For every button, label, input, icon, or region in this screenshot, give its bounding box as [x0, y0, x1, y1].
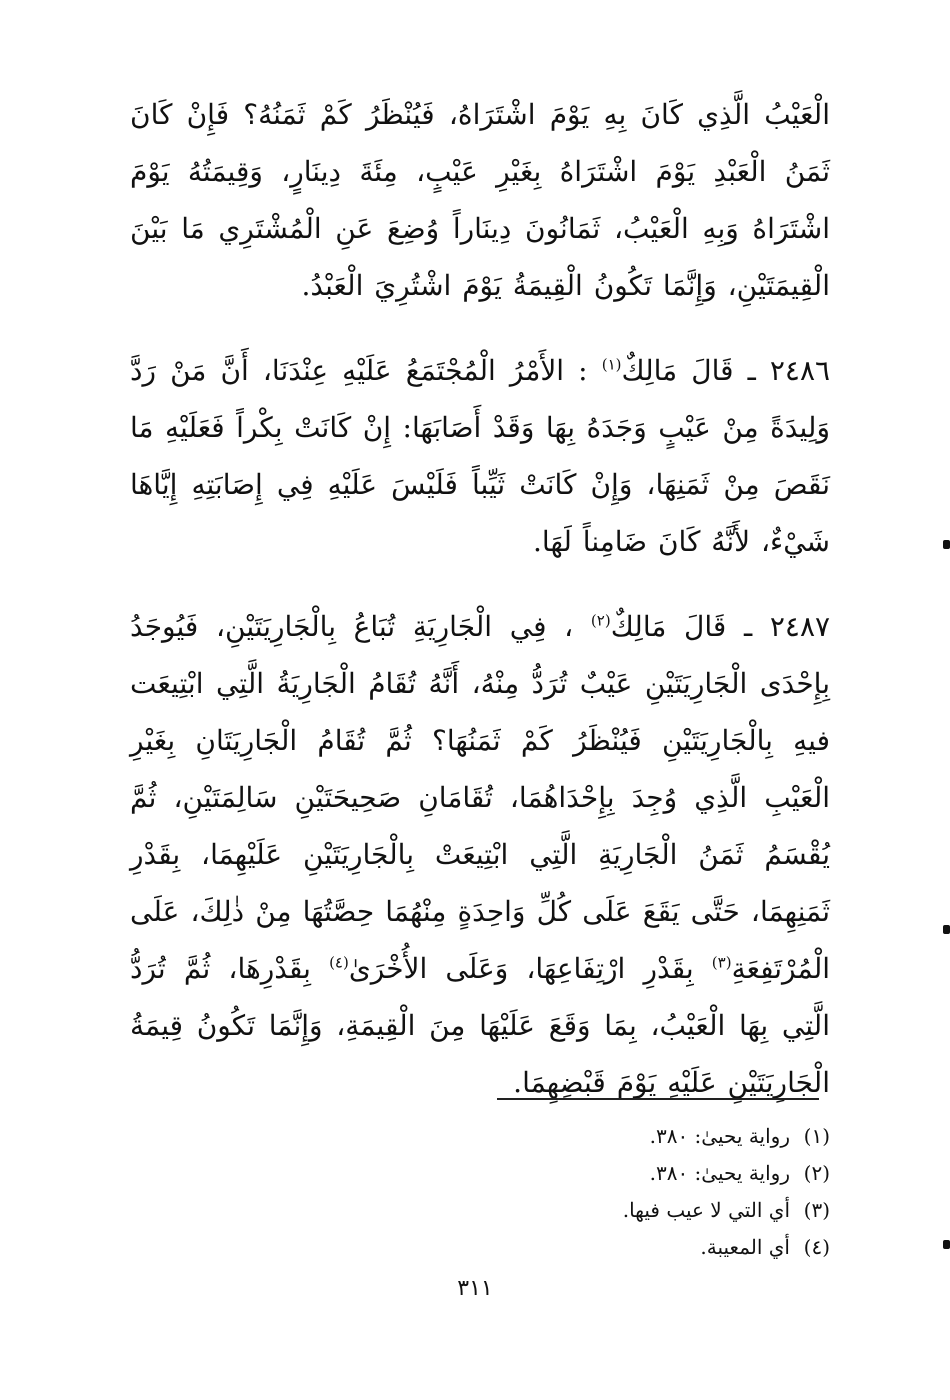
footnote-ref[interactable]: (٣) — [711, 953, 732, 972]
footnote-number: (٢) — [803, 1161, 830, 1185]
footnote-divider — [497, 1098, 819, 1100]
paragraph-text: بِقَدْرِهَا، ثُمَّ تُرَدُّ الَّتِي بِهَا الْعَيْبُ، بِمَا وَقَعَ عَلَيْهَا مِنَ الْقِيمَةِ، وَإِنَّمَا تَكُونُ قِيمَةُ الْجَارِيَتَيْنِ عَلَيْهِ يَوْمَ قَبْضِهِمَا. — [130, 952, 830, 1099]
footnote-ref[interactable]: (٢) — [590, 611, 611, 630]
footnote-text: رواية يحيىٰ: ٣٨٠. — [649, 1124, 790, 1148]
paragraph-text: بِقَدْرِ ارْتِفَاعِهَا، وَعَلَى الأُخْرَىٰ — [348, 952, 694, 985]
paragraph-2487 — [130, 598, 830, 1111]
footnote — [430, 1155, 830, 1192]
paragraph-continuation — [130, 86, 830, 314]
footnote-text: أي المعيبة. — [700, 1235, 790, 1259]
footnote-ref[interactable]: (٤) — [329, 953, 349, 972]
scan-mark — [943, 1240, 950, 1249]
footnote — [430, 1229, 830, 1266]
scan-mark — [943, 925, 950, 934]
footnote-ref[interactable]: (١) — [601, 355, 622, 374]
footnote-number: (١) — [803, 1124, 830, 1148]
paragraph-text: ، فِي الْجَارِيَةِ تُبَاعُ بِالْجَارِيَتَيْنِ، فَيُوجَدُ بِإِحْدَى الْجَارِيَتَيْنِ عَيْبٌ تُرَدُّ مِنْهُ، أَنَّهُ تُقَامُ الْجَارِيَةُ الَّتِي ابْتِيعَت فيهِ بِالْجَارِيَتَيْنِ فَيُنْظَرُ كَمْ ثَمَنُهَا؟ ثُمَّ تُقَامُ الْجَارِيَتَانِ بِغَيْرِ الْعَيْبِ الَّذِي وُجِدَ بِإِحْدَاهُمَا، تُقَامَانِ صَحِيحَتَيْنِ سَالِمَتَيْنِ، ثُمَّ يُقْسَمُ ثَمَنُ الْجَارِيَةِ الَّتِي ابْتِيعَتْ بِالْجَارِيَتَيْنِ عَلَيْهِمَا، بِقَدْرِ ثَمَنِهِمَا، حَتَّى يَقَعَ عَلَى كُلِّ وَاحِدَةٍ مِنْهُمَا حِصَّتُهَا مِنْ ذٰلِكَ، عَلَى الْمُرْتَفِعَةِ — [130, 610, 831, 985]
paragraph-lead: ـ قَالَ مَالِكٌ — [610, 610, 753, 643]
footnote-text: أي التي لا عيب فيها. — [622, 1198, 790, 1222]
paragraph-text: : الأَمْرُ الْمُجْتَمَعُ عَلَيْهِ عِنْدَنَا، أَنَّ مَنْ رَدَّ وَلِيدَةً مِنْ عَيْبٍ وَجَدَهُ بِهَا وَقَدْ أَصَابَهَا: إِنْ كَانَتْ بِكْراً فَعَلَيْهِ مَا نَقَصَ مِنْ ثَمَنِهَا، وَإِنْ كَانَتْ ثَيِّباً فَلَيْسَ عَلَيْهِ فِي إِصَابَتِهِ إِيَّاهَا شَيْءٌ، لأَنَّهُ كَانَ ضَامِناً لَهَا. — [130, 354, 830, 558]
footnote — [430, 1192, 830, 1229]
paragraph-lead: ـ قَالَ مَالِكٌ — [621, 354, 756, 387]
footnote-text: رواية يحيىٰ: ٣٨٠. — [649, 1161, 790, 1185]
page-number: ٣١١ — [457, 1276, 493, 1301]
paragraph-number: ٢٤٨٦ — [769, 354, 831, 387]
footnote-number: (٤) — [803, 1235, 830, 1259]
footnotes — [430, 1118, 830, 1266]
footnote-number: (٣) — [803, 1198, 830, 1222]
scan-mark — [943, 540, 950, 549]
paragraph-number: ٢٤٨٧ — [769, 610, 831, 643]
footnote — [430, 1118, 830, 1155]
paragraph-2486 — [130, 342, 830, 570]
paragraph-text: الْعَيْبُ الَّذِي كَانَ بِهِ يَوْمَ اشْتَرَاهُ، فَيُنْظَرُ كَمْ ثَمَنُهُ؟ فَإِنْ كَانَ ثَمَنُ الْعَبْدِ يَوْمَ اشْتَرَاهُ بِغَيْرِ عَيْبٍ، مِئَةَ دِينَارٍ، وَقِيمَتُهُ يَوْمَ اشْتَرَاهُ وَبِهِ الْعَيْبُ، ثَمَانُونَ دِينَاراً وُضِعَ عَنِ الْمُشْتَرِي مَا بَيْنَ الْقِيمَتَيْنِ، وَإِنَّمَا تَكُونُ الْقِيمَةُ يَوْمَ اشْتُرِيَ الْعَبْدُ. — [130, 98, 830, 302]
